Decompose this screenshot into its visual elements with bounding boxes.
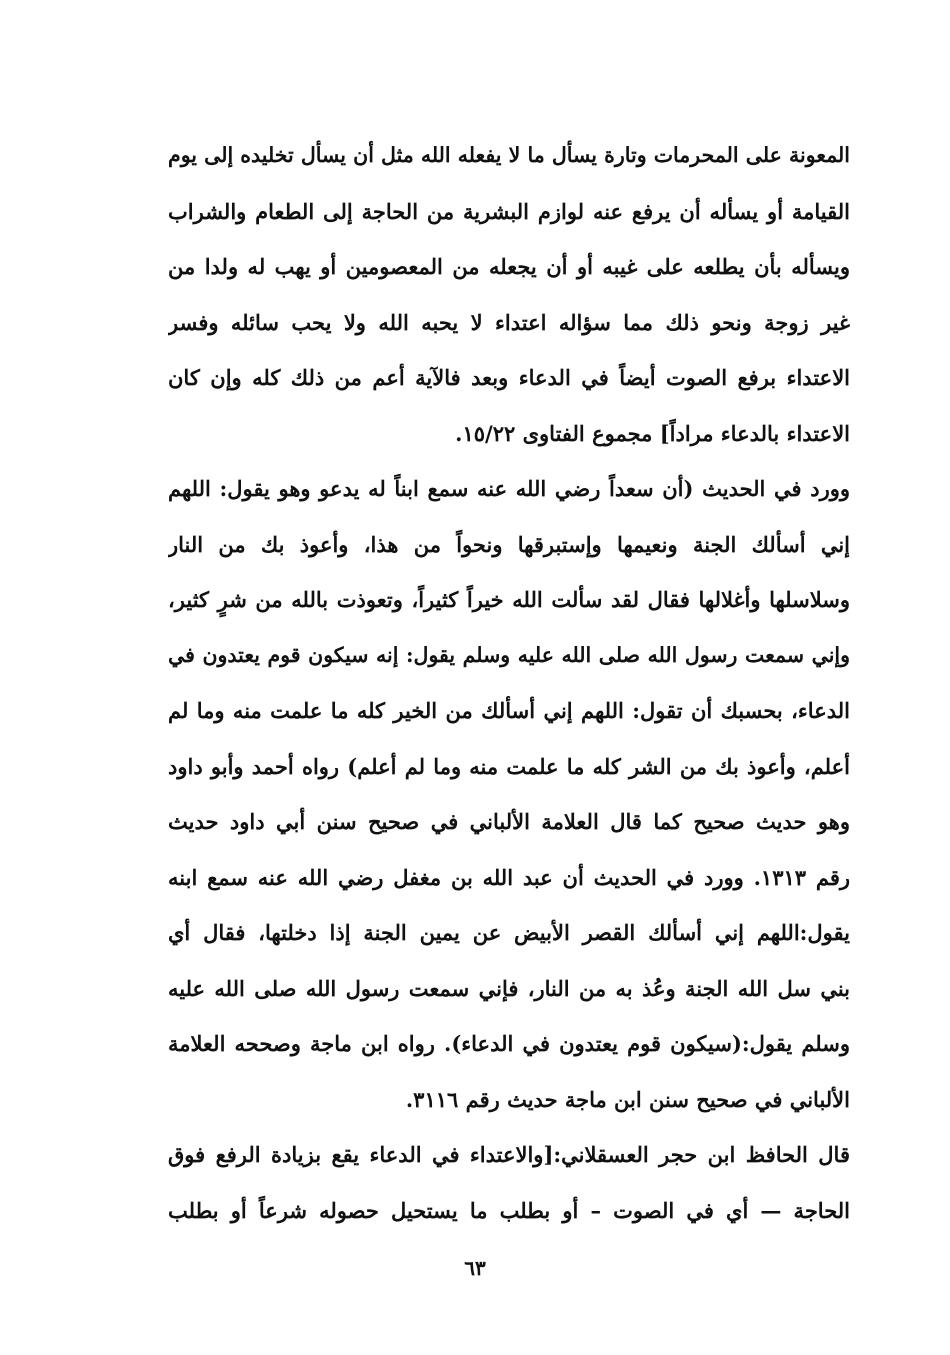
text-line: وهو حديث صحيح كما قال العلامة الألباني في صحيح سنن أبي داود حديث	[168, 809, 850, 834]
text-line: غير زوجة ونحو ذلك مما سؤاله اعتداء لا يحبه الله ولا يحب سائله وفسر	[168, 309, 850, 335]
text-line: يقول:اللهم إني أسألك القصر الأبيض عن يمين الجنة إذا دخلتها، فقال أي	[168, 920, 850, 945]
text-line: الألباني في صحيح سنن ابن ماجة حديث رقم ٣١١٦.	[405, 1086, 850, 1112]
text-line: الدعاء، بحسبك أن تقول: اللهم إني أسألك من الخير كله ما علمت منه وما لم	[168, 698, 850, 723]
text-line: وورد في الحديث (أن سعداً رضي الله عنه سمع ابناً له يدعو وهو يقول: اللهم	[168, 476, 850, 501]
page-number: ٦٣	[464, 1256, 486, 1280]
text-line: إني أسألك الجنة ونعيمها وإستبرقها ونحواً من هذا، وأعوذ بك من النار	[168, 531, 850, 557]
body-text	[168, 128, 850, 1238]
text-line: الحاجة — أي في الصوت – أو بطلب ما يستحيل حصوله شرعاً أو بطلب	[168, 1197, 850, 1223]
text-line: الاعتداء بالدعاء مراداً] مجموع الفتاوى ١٥/٢٢.	[455, 420, 850, 446]
text-line: وإني سمعت رسول الله صلى الله عليه وسلم يقول: إنه سيكون قوم يعتدون في	[168, 642, 850, 667]
text-line: المعونة على المحرمات وتارة يسأل ما لا يفعله الله مثل أن يسأل تخليده إلى يوم	[168, 143, 850, 167]
text-line: القيامة أو يسأله أن يرفع عنه لوازم البشرية من الحاجة إلى الطعام والشراب	[168, 198, 850, 224]
text-line: بني سل الله الجنة وعُذ به من النار، فإني سمعت رسول الله صلى الله عليه	[168, 975, 850, 1001]
text-line: الاعتداء برفع الصوت أيضاً في الدعاء وبعد فالآية أعم من ذلك كله وإن كان	[168, 365, 850, 390]
text-line: وسلاسلها وأغلالها فقال لقد سألت الله خيراً كثيراً، وتعوذت بالله من شرٍ كثير،	[168, 587, 850, 612]
text-line: أعلم، وأعوذ بك من الشر كله ما علمت منه وما لم أعلم) رواه أحمد وأبو داود	[168, 753, 850, 779]
text-line: وسلم يقول:(سيكون قوم يعتدون في الدعاء). رواه ابن ماجة وصححه العلامة	[168, 1031, 850, 1056]
text-line: قال الحافظ ابن حجر العسقلاني:[والاعتداء في الدعاء يقع بزيادة الرفع فوق	[168, 1142, 850, 1167]
text-line: رقم ١٣١٣. وورد في الحديث أن عبد الله بن مغفل رضي الله عنه سمع ابنه	[168, 864, 850, 890]
text-line: ويسأله بأن يطلعه على غيبه أو أن يجعله من المعصومين أو يهب له ولدا من	[168, 254, 850, 279]
